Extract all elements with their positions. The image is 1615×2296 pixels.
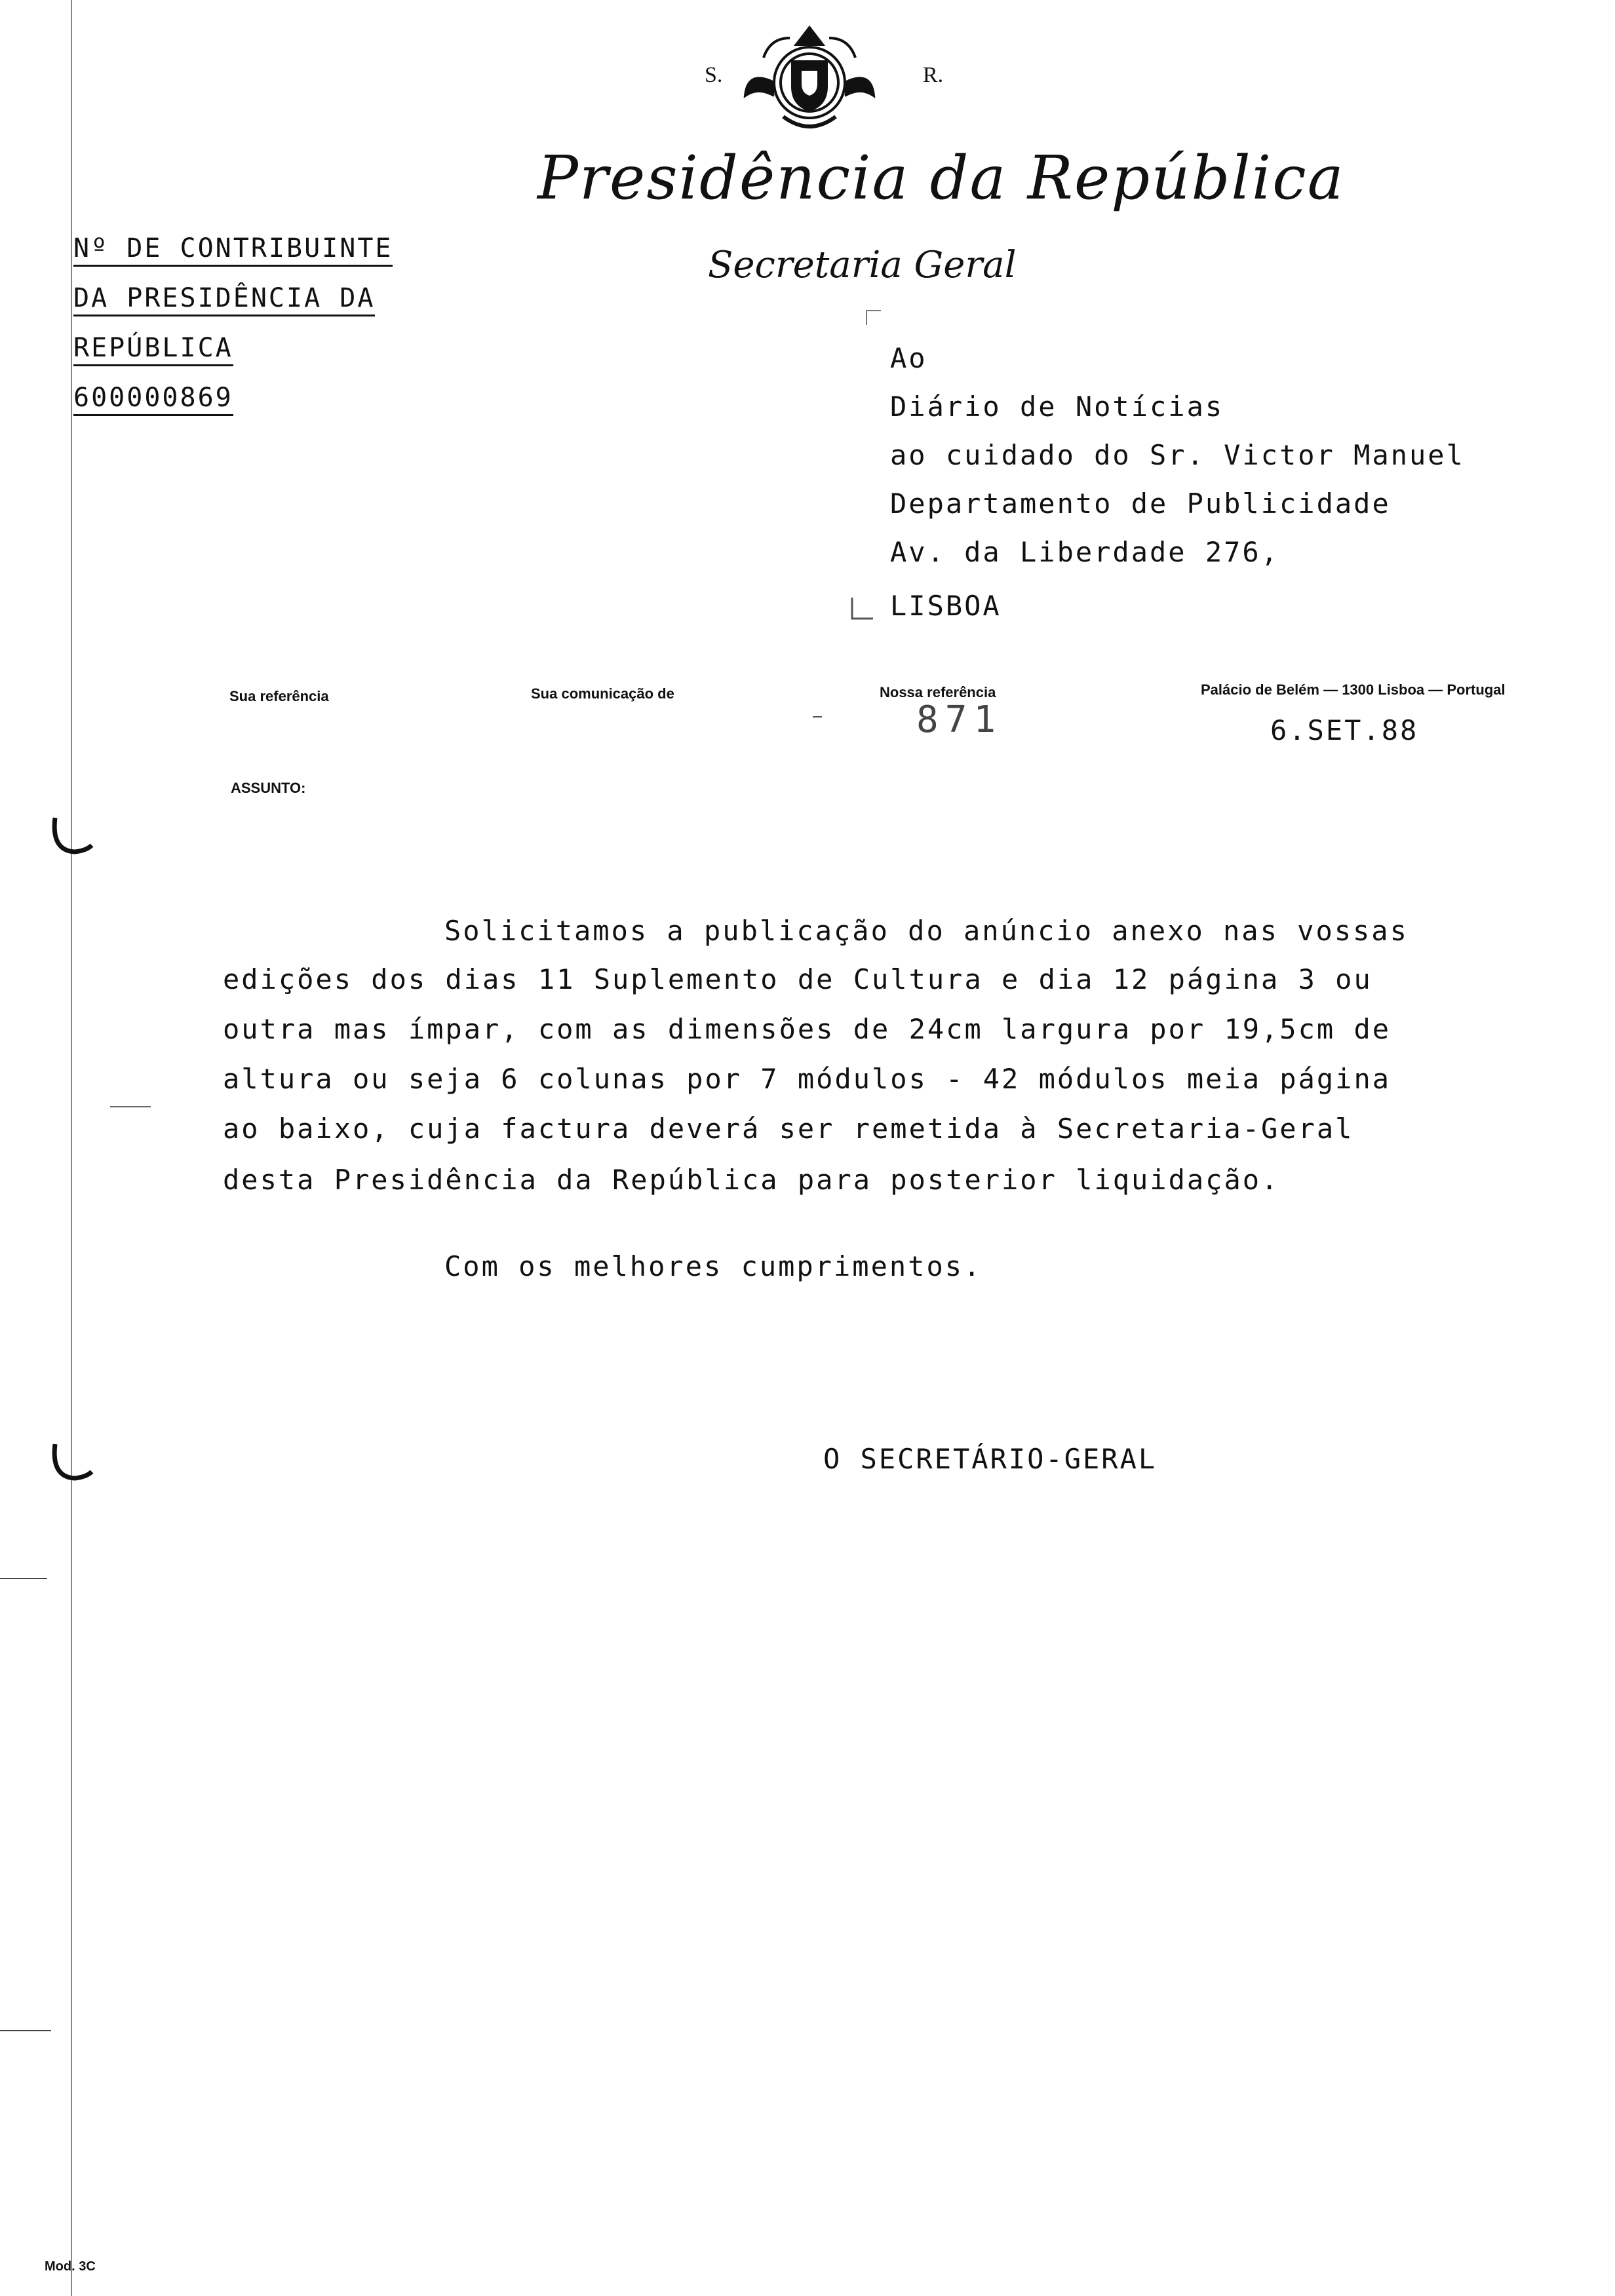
margin-tick bbox=[0, 2030, 51, 2031]
coat-of-arms-icon bbox=[737, 18, 882, 143]
letterhead-initial-r: R. bbox=[923, 63, 944, 87]
addressee-line: Ao bbox=[890, 342, 927, 374]
letterhead-subtitle: Secretaria Geral bbox=[708, 244, 1017, 286]
letterhead-initial-s: S. bbox=[705, 63, 723, 87]
body-line: Solicitamos a publicação do anúncio anexo nas vossas bbox=[444, 915, 1409, 947]
assunto-label: ASSUNTO: bbox=[231, 780, 306, 796]
addressee-city: LISBOA bbox=[890, 590, 1002, 622]
tax-id-line: DA PRESIDÊNCIA DA bbox=[73, 283, 375, 316]
body-line: altura ou seja 6 colunas por 7 módulos - 42 módulos meia página bbox=[223, 1063, 1391, 1095]
signature-title: O SECRETÁRIO-GERAL bbox=[823, 1443, 1158, 1475]
nossa-referencia-label: Nossa referência bbox=[880, 684, 996, 700]
margin-tick bbox=[110, 1106, 151, 1107]
sua-referencia-label: Sua referência bbox=[229, 688, 329, 704]
letterhead-title: Presidência da República bbox=[537, 143, 1345, 213]
tax-id-line: Nº DE CONTRIBUINTE bbox=[73, 233, 393, 267]
addressee-name: Diário de Notícias bbox=[890, 391, 1224, 423]
tax-id-line: REPÚBLICA bbox=[73, 333, 233, 366]
dash-mark bbox=[813, 716, 822, 718]
margin-tick bbox=[0, 1578, 47, 1579]
form-code: Mod. 3C bbox=[45, 2259, 96, 2274]
body-line: edições dos dias 11 Suplemento de Cultura e dia 12 página 3 ou bbox=[223, 963, 1372, 995]
nossa-referencia-value: 871 bbox=[916, 698, 1003, 741]
addressee-line: Departamento de Publicidade bbox=[890, 488, 1391, 520]
body-line: ao baixo, cuja factura deverá ser remetida à Secretaria-Geral bbox=[223, 1113, 1354, 1145]
tax-id-number: 600000869 bbox=[73, 383, 233, 416]
body-line: outra mas ímpar, com as dimensões de 24cm largura por 19,5cm de bbox=[223, 1013, 1391, 1045]
sender-address: Palácio de Belém — 1300 Lisboa — Portugal bbox=[1201, 681, 1506, 698]
margin-bracket-mark bbox=[46, 1439, 98, 1491]
margin-line bbox=[71, 0, 72, 2296]
letter-date: 6.SET.88 bbox=[1270, 714, 1419, 746]
sua-comunicacao-label: Sua comunicação de bbox=[531, 685, 674, 702]
addressee-line: Av. da Liberdade 276, bbox=[890, 536, 1280, 568]
corner-mark bbox=[849, 595, 876, 621]
margin-bracket-mark bbox=[46, 813, 98, 865]
closing-line: Com os melhores cumprimentos. bbox=[444, 1250, 983, 1282]
addressee-line: ao cuidado do Sr. Victor Manuel bbox=[890, 439, 1465, 471]
body-line: desta Presidência da República para posterior liquidação. bbox=[223, 1164, 1280, 1196]
corner-mark bbox=[864, 308, 884, 328]
